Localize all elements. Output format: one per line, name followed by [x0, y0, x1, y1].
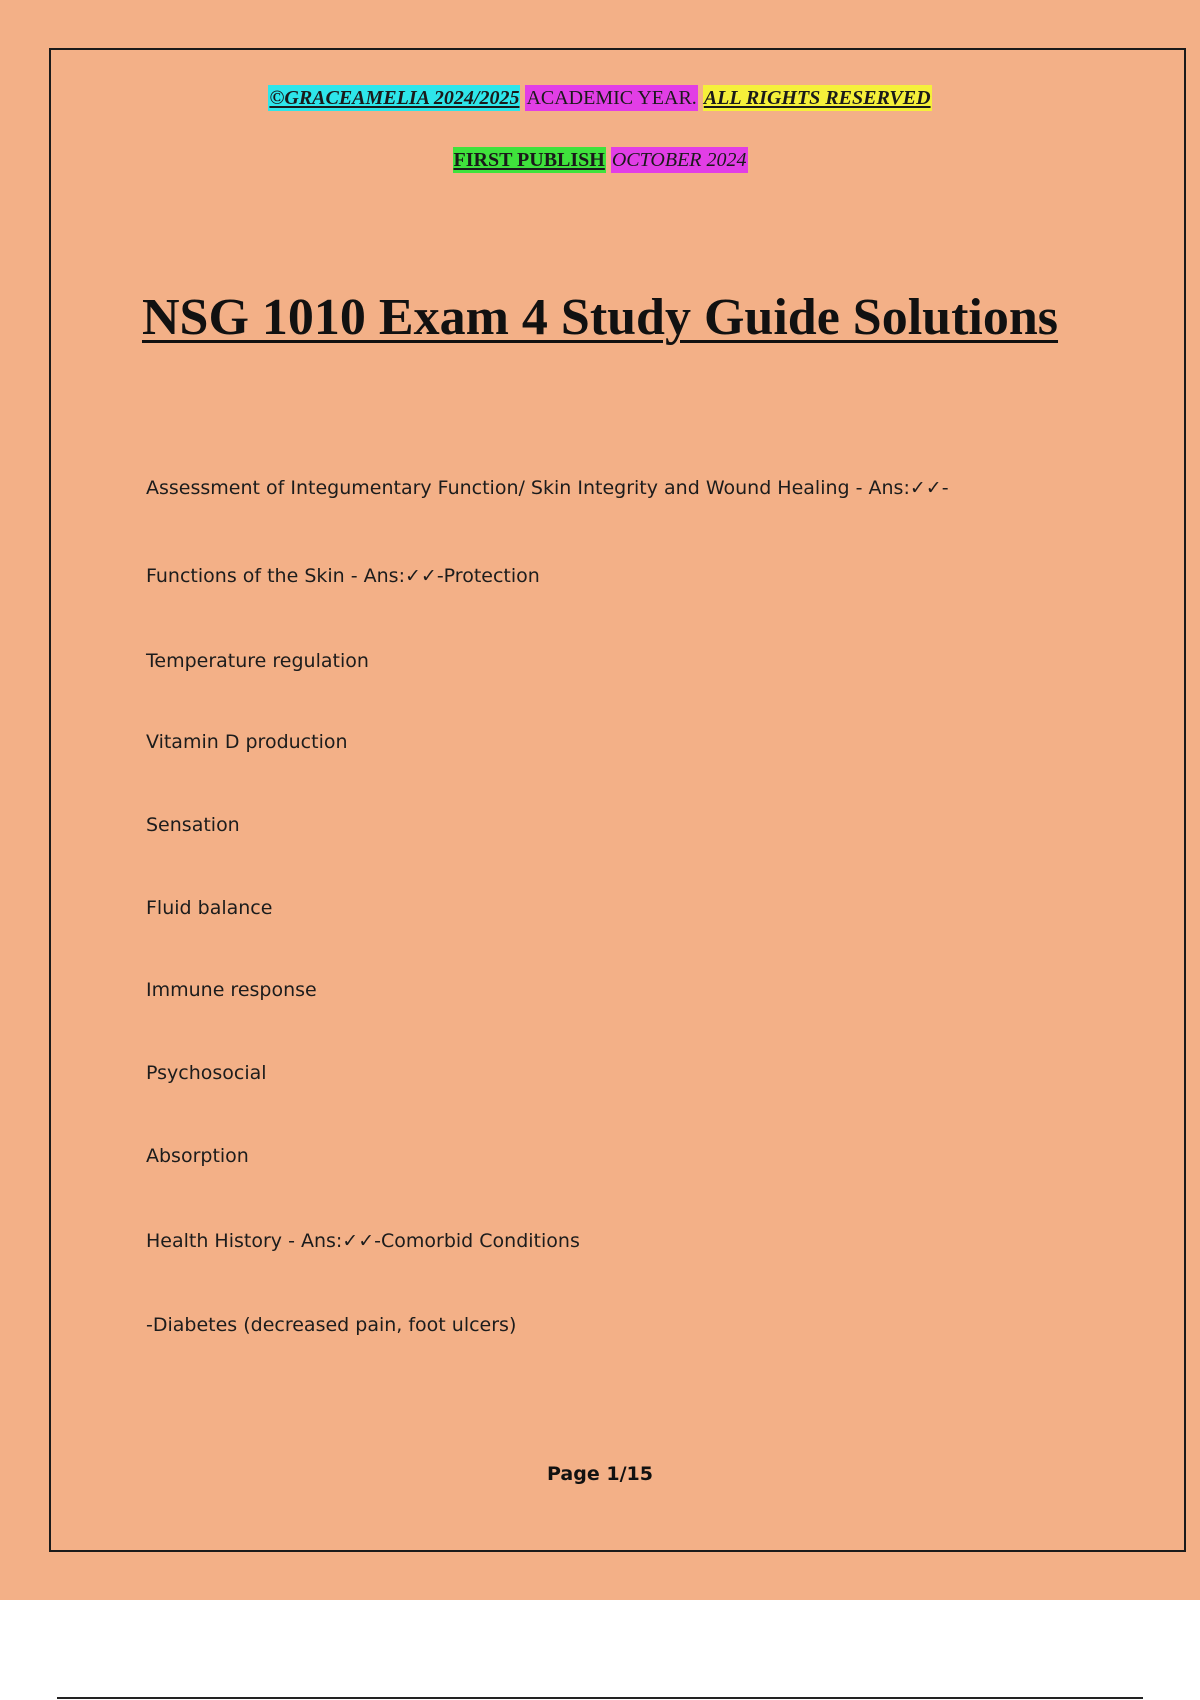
header-publish-date-segment: OCTOBER 2024 — [611, 149, 747, 171]
content-line: Functions of the Skin - Ans:✓✓-Protection — [146, 565, 540, 587]
content-line: Absorption — [146, 1145, 249, 1167]
content-line: Sensation — [146, 814, 240, 836]
header-copyright-segment: ©GRACEAMELIA 2024/2025 — [269, 87, 520, 109]
content-line: -Diabetes (decreased pain, foot ulcers) — [146, 1314, 517, 1336]
content-line: Temperature regulation — [146, 650, 369, 672]
copyright-header — [0, 85, 1200, 111]
publish-header — [0, 147, 1200, 173]
page-number: Page 1/15 — [547, 1463, 653, 1485]
document-title: NSG 1010 Exam 4 Study Guide Solutions — [141, 289, 1059, 346]
content-line: Fluid balance — [146, 897, 273, 919]
header-rights-segment: ALL RIGHTS RESERVED — [703, 87, 931, 109]
content-line: Assessment of Integumentary Function/ Skin Integrity and Wound Healing - Ans:✓✓- — [146, 477, 949, 499]
content-line: Health History - Ans:✓✓-Comorbid Conditions — [146, 1230, 580, 1252]
content-line: Psychosocial — [146, 1062, 267, 1084]
content-line: Vitamin D production — [146, 731, 348, 753]
header-first-publish-segment: FIRST PUBLISH — [453, 149, 605, 171]
content-line: Immune response — [146, 979, 317, 1001]
bottom-divider — [57, 1697, 1143, 1699]
header-academic-year-segment: ACADEMIC YEAR. — [526, 87, 697, 109]
